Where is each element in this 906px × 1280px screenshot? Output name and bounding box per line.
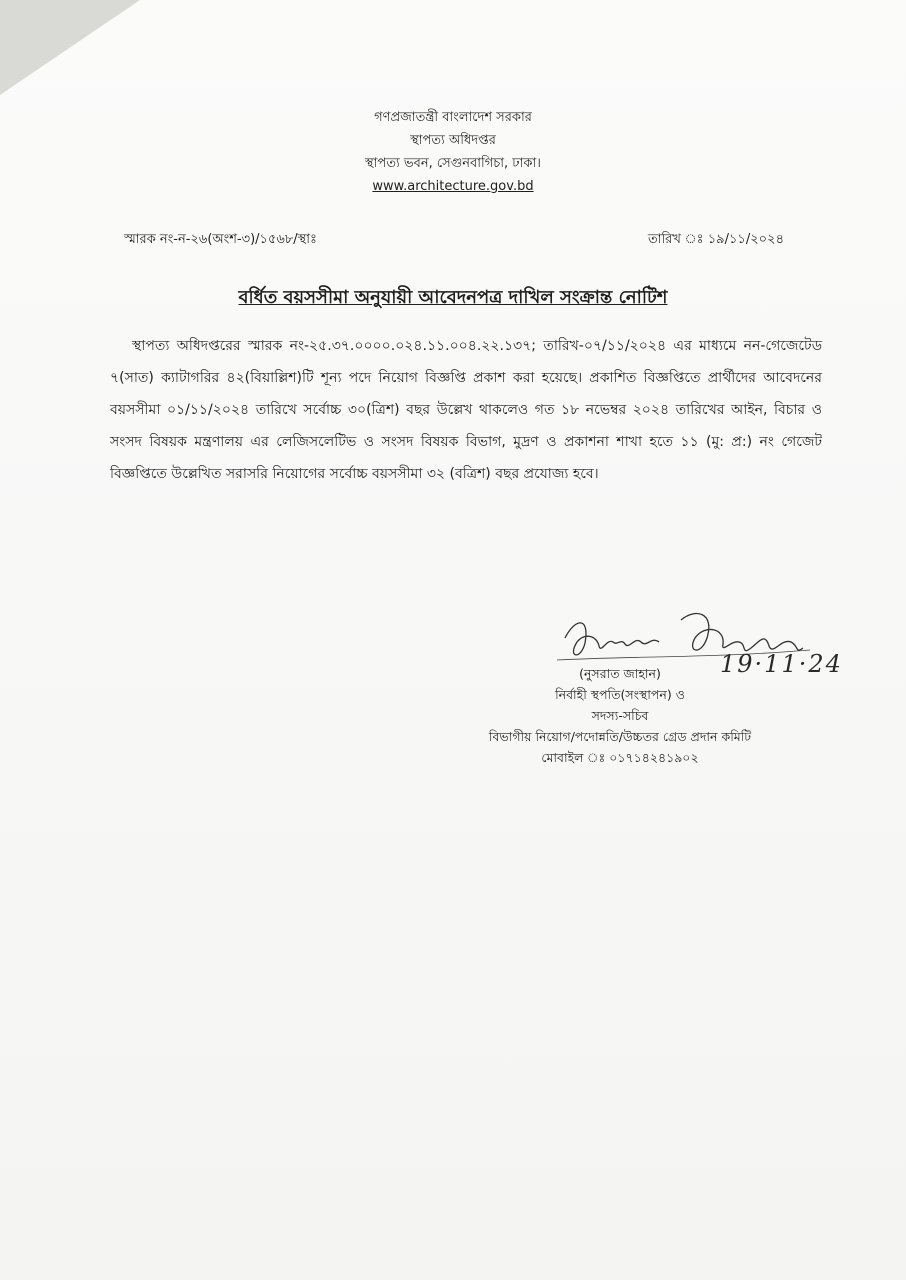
signatory-designation: নির্বাহী স্থপতি(সংস্থাপন) ও <box>555 687 685 702</box>
memo-row <box>124 230 784 251</box>
letterhead <box>0 106 906 198</box>
website-link[interactable]: www.architecture.gov.bd <box>372 179 534 194</box>
folded-corner <box>0 0 140 95</box>
signatory-mobile: মোবাইল ঃ ০১৭১৪২৪১৯০২ <box>541 750 699 765</box>
body-paragraph: স্থাপত্য অধিদপ্তরের স্মারক নং-২৫.৩৭.০০০০.০২৪.১১.০০৪.২২.১৩৭; তারিখ-০৭/১১/২০২৪ এর মাধ্যমে নন-গেজেটেড ৭(সাত) ক্যাটাগরির ৪২(বিয়াল্লিশ)টি শূন্য পদে নিয়োগ বিজ্ঞপ্তি প্রকাশ করা হয়েছে। প্রকাশিত বিজ্ঞপ্তিতে প্রার্থীদের আবেদনের বয়সসীমা ০১/১১/২০২৪ তারিখে সর্বোচ্চ ৩০(ত্রিশ) বছর উল্লেখ থাকলেও গত ১৮ নভেম্বর ২০২৪ তারিখের আইন, বিচার ও সংসদ বিষয়ক মন্ত্রণালয় এর লেজিসলেটিভ ও সংসদ বিষয়ক বিভাগ, মুদ্রণ ও প্রকাশনা শাখা হতে ১১ (মু: প্র:) নং গেজেট বিজ্ঞপ্তিতে উল্লেখিত সরাসরি নিয়োগের সর্বোচ্চ বয়সসীমা ৩২ (বত্রিশ) বছর প্রযোজ্য হবে। <box>110 338 822 482</box>
signatory-role: সদস্য-সচিব <box>591 708 649 723</box>
department-address: স্থাপত্য ভবন, সেগুনবাগিচা, ঢাকা। <box>365 156 541 171</box>
government-name: গণপ্রজাতন্ত্রী বাংলাদেশ সরকার <box>374 110 532 125</box>
notice-title: বর্ধিত বয়সসীমা অনুযায়ী আবেদনপত্র দাখিল সংক্রান্ত নোটিশ <box>238 287 668 308</box>
signatory-name: (নুসরাত জাহান) <box>579 666 661 681</box>
signature-block <box>470 663 770 768</box>
notice-body <box>110 330 822 490</box>
memo-number: স্মারক নং-ন-২৬(অংশ-৩)/১৫৬৮/স্থাঃ <box>124 232 317 247</box>
handwritten-date: 19·11·24 <box>720 650 843 678</box>
signatory-committee: বিভাগীয় নিয়োগ/পদোন্নতি/উচ্চতর গ্রেড প্রদান কমিটি <box>488 729 752 744</box>
department-name: স্থাপত্য অধিদপ্তর <box>410 133 496 148</box>
memo-date: তারিখ ঃ ১৯/১১/২০২৪ <box>647 232 784 247</box>
